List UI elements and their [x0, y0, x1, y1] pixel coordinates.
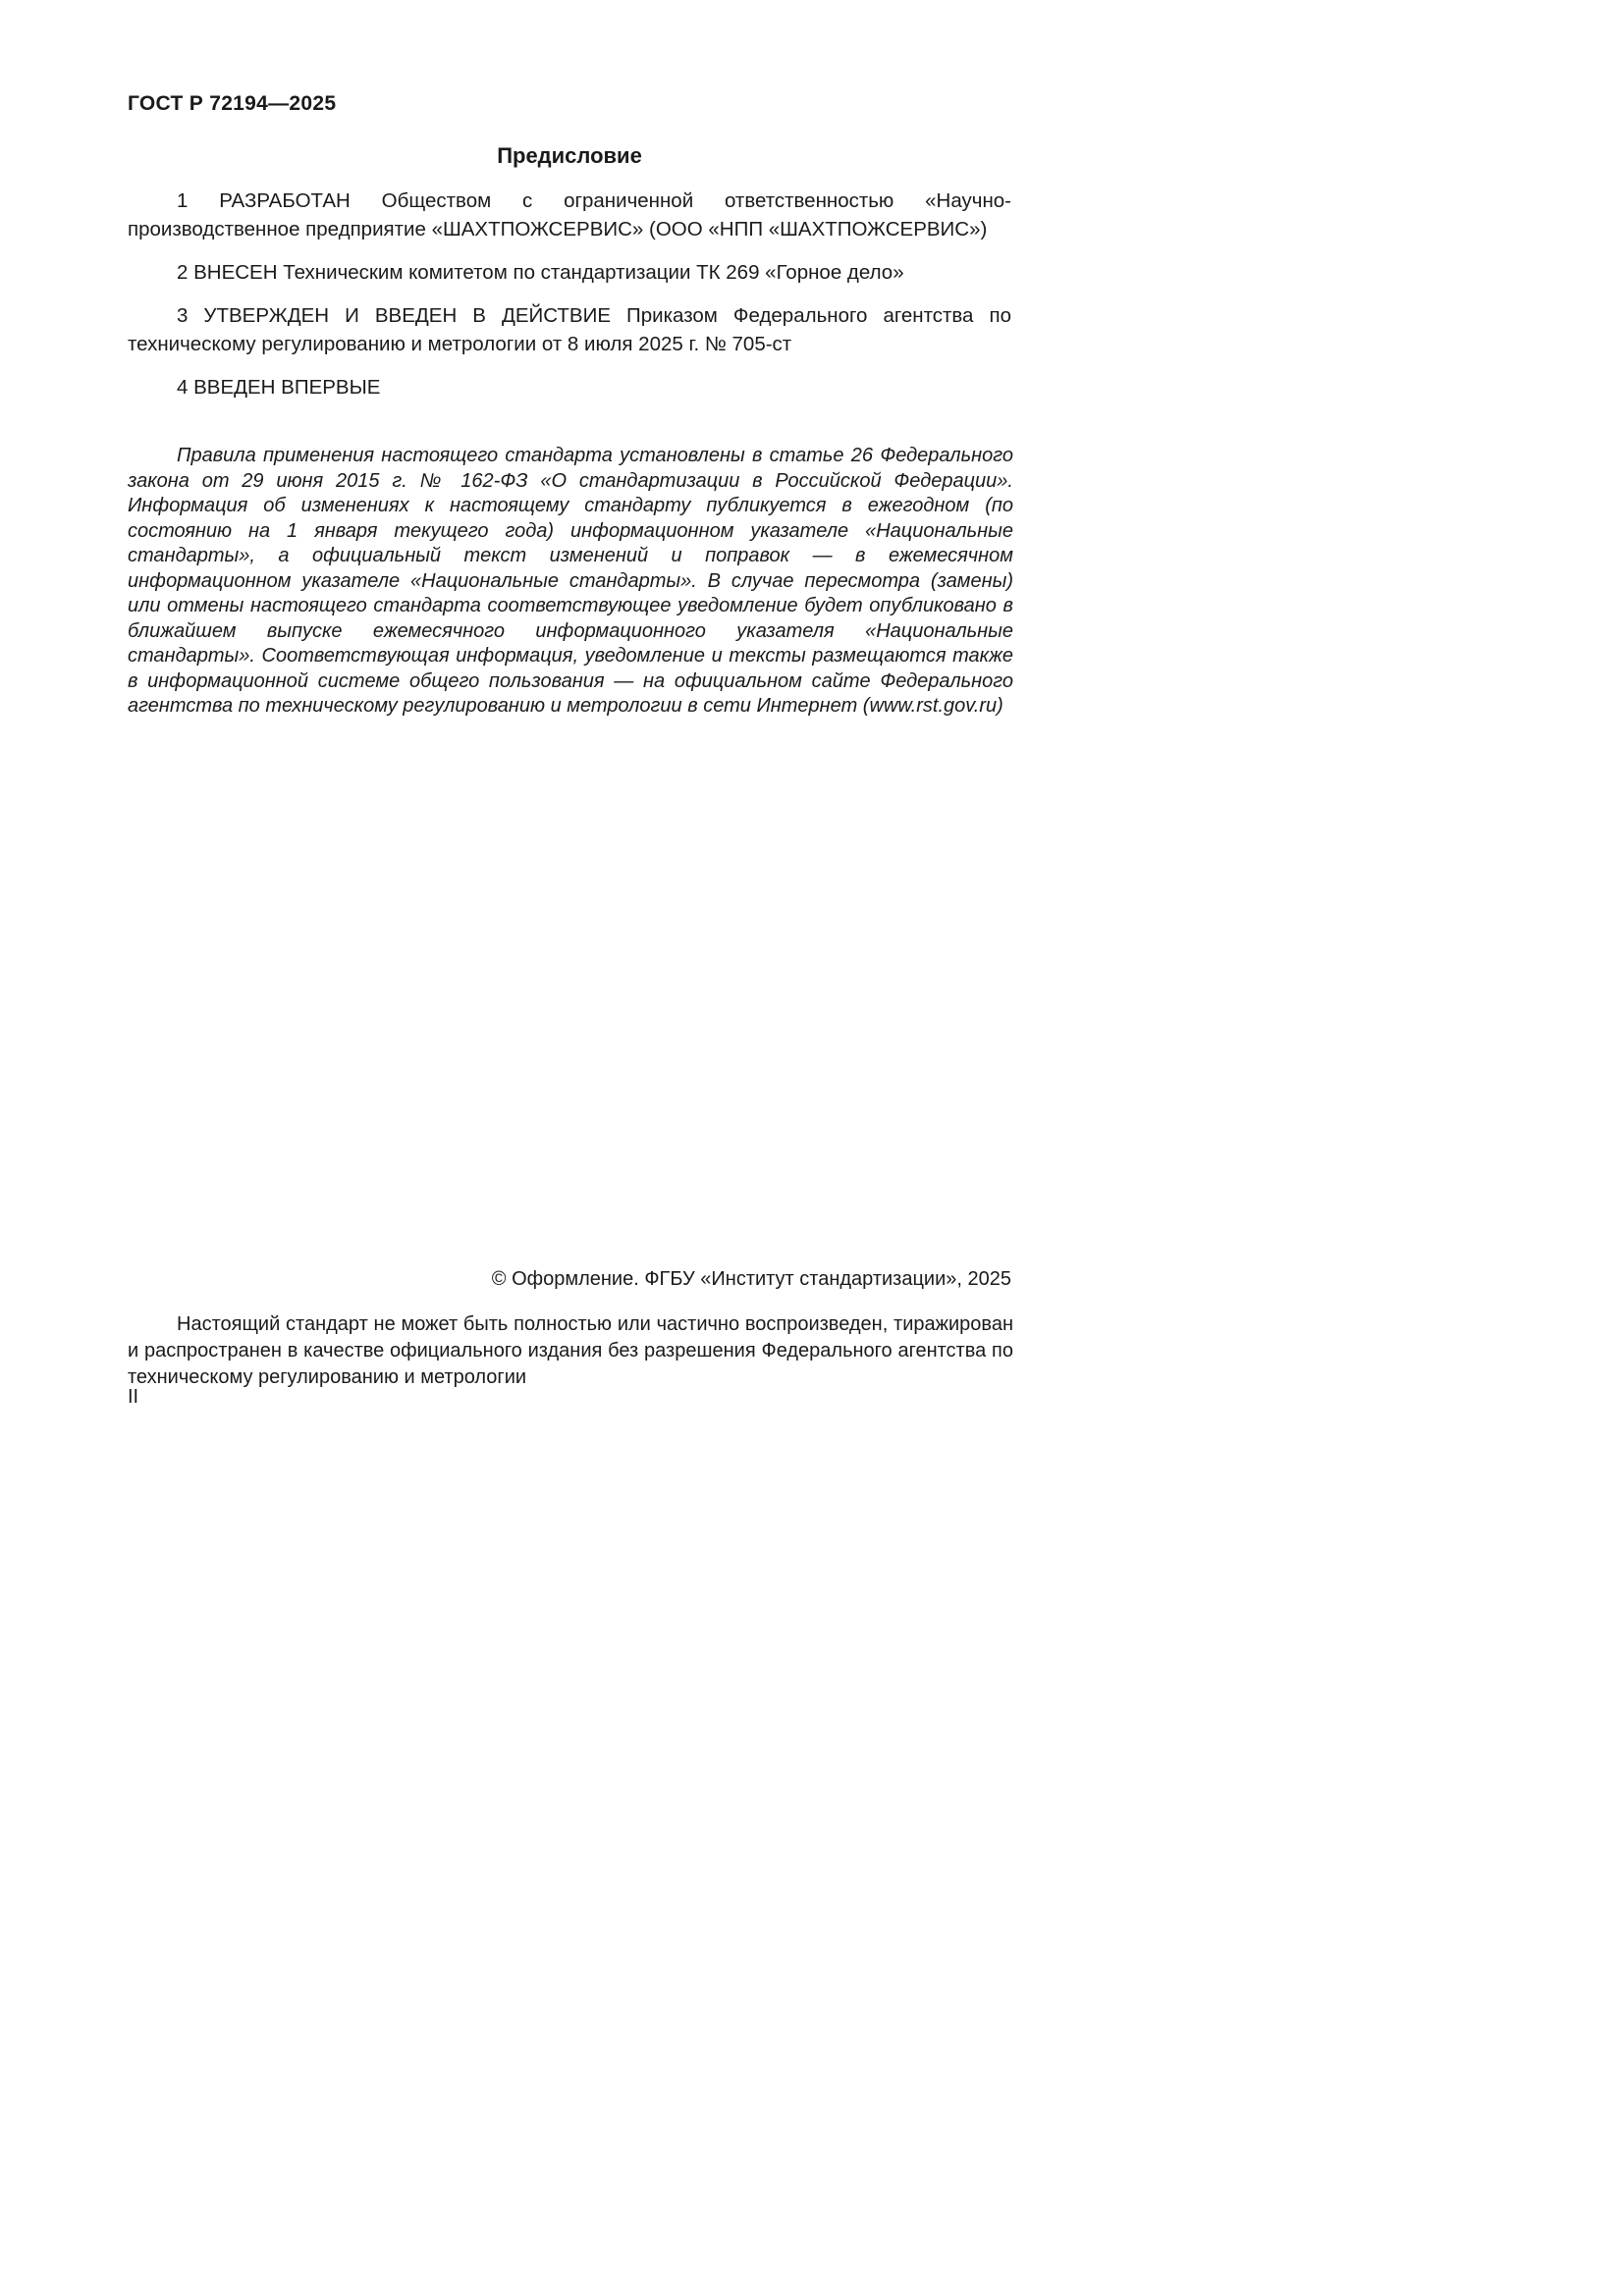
foreword-item-1: 1 РАЗРАБОТАН Обществом с ограниченной ответственностью «Научно-производственное предприятие «ШАХТПОЖСЕРВИС» (ООО «НПП «ШАХТПОЖСЕРВИС»): [128, 189, 1011, 240]
foreword-item-3: 3 УТВЕРЖДЕН И ВВЕДЕН В ДЕЙСТВИЕ Приказом Федерального агентства по техническому регулированию и метрологии от 8 июля 2025 г. № 705-ст: [128, 304, 1011, 355]
foreword-item-2: 2 ВНЕСЕН Техническим комитетом по стандартизации ТК 269 «Горное дело»: [177, 261, 904, 284]
legal-notice: Правила применения настоящего стандарта установлены в статье 26 Федерального закона от 29 июня 2015 г. № 162-ФЗ «О стандартизации в Российской Федерации». Информация об изменениях к настоящему стандарту публикуется в ежегодном (по состоянию на 1 января текущего года) информационном указателе «Национальные стандарты», а официальный текст изменений и поправок — в ежемесячном информационном указателе «Национальные стандарты». В случае пересмотра (замены) или отмены настоящего стандарта соответствующее уведомление будет опубликовано в ближайшем выпуске ежемесячного информационного указателя «Национальные стандарты». Соответствующая информация, уведомление и тексты размещаются также в информационной системе общего пользования — на официальном сайте Федерального агентства по техническому регулированию и метрологии в сети Интернет (www.rst.gov.ru): [128, 445, 1013, 717]
document-code: ГОСТ Р 72194—2025: [128, 92, 337, 115]
page-title: Предисловие: [497, 143, 642, 168]
page-number: II: [128, 1386, 139, 1408]
copyright-line: © Оформление. ФГБУ «Институт стандартизации», 2025: [491, 1268, 1011, 1290]
foreword-section: [128, 187, 1011, 416]
foreword-item-4: 4 ВВЕДЕН ВПЕРВЫЕ: [177, 376, 381, 399]
restriction-paragraph: Настоящий стандарт не может быть полностью или частично воспроизведен, тиражирован и распространен в качестве официального издания без разрешения Федерального агентства по техническому регулированию и метрологии: [128, 1313, 1013, 1388]
